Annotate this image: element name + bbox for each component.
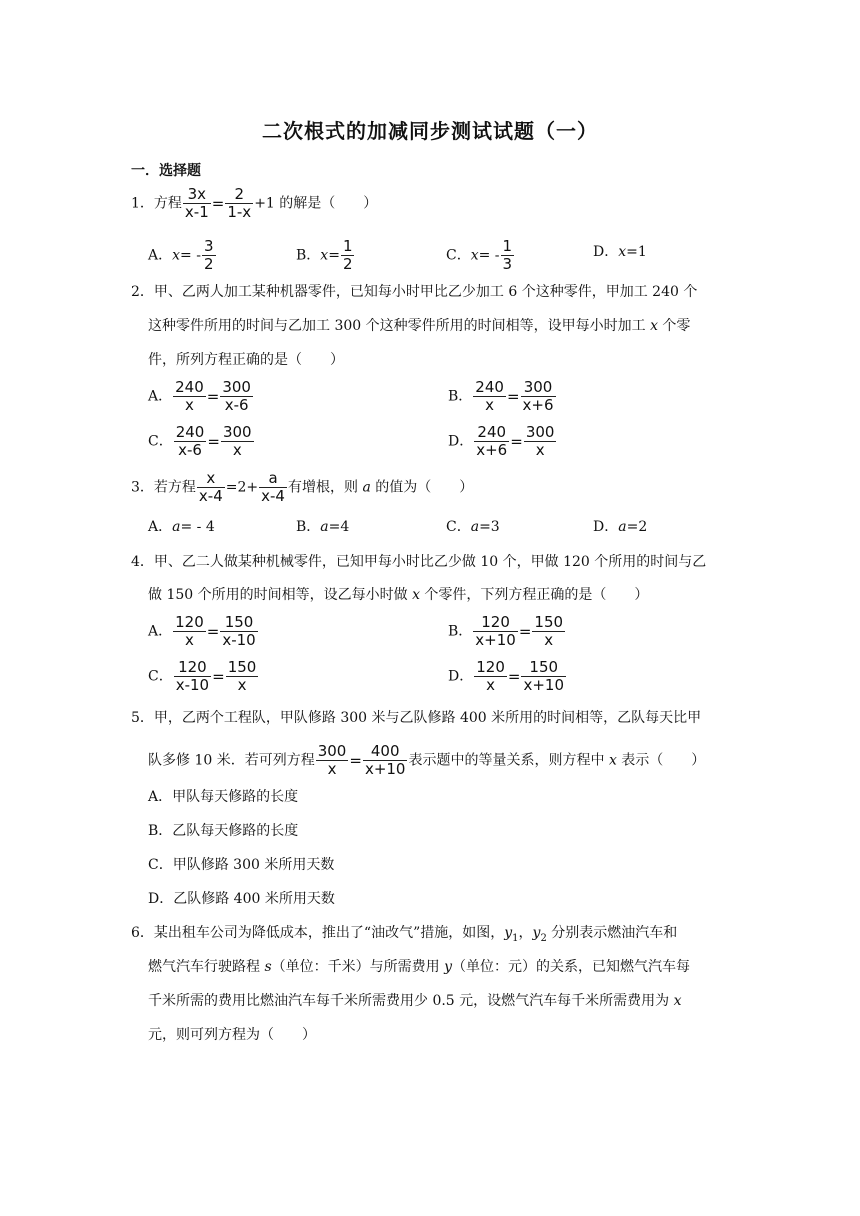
option-d: D． $\frac{120}{x}$ = $\frac{150}{x+10}$ <box>448 658 564 694</box>
option-a: A．a= - 4 <box>148 519 215 535</box>
option-c: C．x= - $\frac{1}{3}$ <box>446 237 513 273</box>
question-2-line-1: 2．甲、乙两人加工某种机器零件，已知每小时甲比乙少加工 6 个这种零件，甲加工 240 个 <box>131 284 698 300</box>
option-a: A．x= - $\frac{3}{2}$ <box>148 237 214 273</box>
question-6-line-1: 6．某出租车公司为降低成本，推出了“油改气”措施，如图，$y_1$，$y_2$ 分别表示燃油汽车和 <box>131 925 678 944</box>
question-1: 1．方程 $\frac{3x}{x-1}$ = $\frac{2}{1-x}$ +1 的解是（ ） <box>131 185 378 221</box>
option-a: A． $\frac{120}{x}$ = $\frac{150}{x-10}$ <box>148 613 256 649</box>
option-b: B．a=4 <box>296 519 350 535</box>
question-5-line-1: 5．甲，乙两个工程队，甲队修路 300 米与乙队修路 400 米所用的时间相等，乙队每天比甲 <box>131 710 702 726</box>
option-a: A． $\frac{240}{x}$ = $\frac{300}{x-6}$ <box>148 378 251 414</box>
question-2-line-2: 这种零件所用的时间与乙加工 300 个这种零件所用的时间相等，设甲每小时加工 x 个零 <box>148 318 691 334</box>
option-d: D．a=2 <box>593 519 648 535</box>
page-title: 二次根式的加减同步测试试题（一） <box>262 119 598 143</box>
option-c: C． $\frac{120}{x-10}$ = $\frac{150}{x}$ <box>148 658 257 694</box>
fraction: $\frac{2}{1-x}$ <box>227 185 252 221</box>
option-a: A．甲队每天修路的长度 <box>148 789 299 805</box>
question-6-line-4: 元，则可列方程为（ ） <box>148 1027 316 1043</box>
question-6-line-3: 千米所需的费用比燃油汽车每千米所需费用少 0.5 元，设燃气汽车每千米所需费用为 x <box>148 993 682 1009</box>
option-d: D． $\frac{240}{x+6}$ = $\frac{300}{x}$ <box>448 423 555 459</box>
option-b: B． $\frac{240}{x}$ = $\frac{300}{x+6}$ <box>448 378 554 414</box>
option-d: D．x=1 <box>593 244 647 260</box>
option-c: C．a=3 <box>446 519 500 535</box>
question-4-line-2: 做 150 个所用的时间相等，设乙每小时做 x 个零件，下列方程正确的是（ ） <box>148 587 649 603</box>
fraction: $\frac{3x}{x-1}$ <box>184 185 209 221</box>
option-b: B． $\frac{120}{x+10}$ = $\frac{150}{x}$ <box>448 613 564 649</box>
question-3: 3．若方程 $\frac{x}{x-4}$ =2+ $\frac{a}{x-4}$ 有增根，则 a 的值为（ ） <box>131 469 474 505</box>
question-5-line-2: 队多修 10 米．若可列方程 $\frac{300}{x}$ = $\frac{400}{x+10}$ 表示题中的等量关系，则方程中 x 表示（ ） <box>148 742 706 778</box>
question-6-line-2: 燃气汽车行驶路程 s（单位：千米）与所需费用 y（单位：元）的关系，已知燃气汽车每 <box>148 959 691 975</box>
option-c: C．甲队修路 300 米所用天数 <box>148 857 335 873</box>
option-b: B．x= $\frac{1}{2}$ <box>296 237 353 273</box>
option-c: C． $\frac{240}{x-6}$ = $\frac{300}{x}$ <box>148 423 252 459</box>
section-heading: 一．选择题 <box>131 163 201 179</box>
option-b: B．乙队每天修路的长度 <box>148 823 299 839</box>
question-2-line-3: 件，所列方程正确的是（ ） <box>148 352 344 368</box>
question-4-line-1: 4．甲、乙二人做某种机械零件，已知甲每小时比乙少做 10 个，甲做 120 个所用的时间与乙 <box>131 554 707 570</box>
option-d: D．乙队修路 400 米所用天数 <box>148 891 335 907</box>
